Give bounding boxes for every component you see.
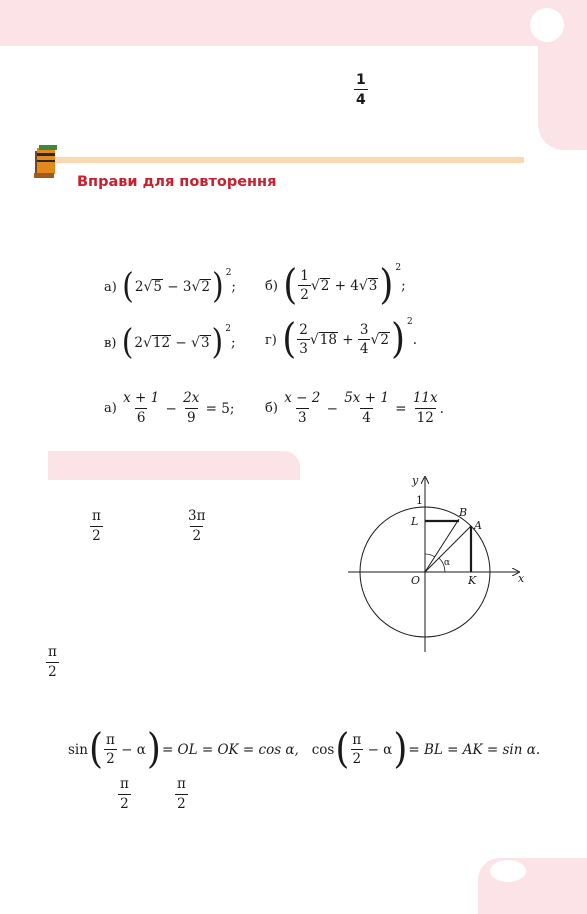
footer-circle [490, 860, 526, 882]
exercise1-v: в) ( 2 √ 12 − √ 3 ) 2 ; [104, 322, 236, 363]
section-title: Вправи для повторення [77, 174, 277, 190]
exercise1-a: а) ( 2 √ 5 − 3 √ 2 ) 2 ; [104, 266, 236, 307]
section-bar [42, 157, 524, 163]
subsection-tab [48, 451, 300, 480]
exercise1-b: б) ( $\frac{1}{2}$ √ 2 + 4 √ 3 ) 2 ; [265, 261, 406, 309]
label-O: O [411, 574, 421, 587]
label-one: 1 [416, 494, 423, 507]
header-circle [530, 8, 564, 42]
label-y: y [412, 474, 419, 487]
fraction-pi-over-2: $\frac{\pi}{2}$ [92, 508, 101, 544]
exercise1-g: г) ( $\frac{2}{3}$ √ 18 + $\frac{3}{4}$ √ 2 ) 2 . [265, 315, 418, 363]
unit-circle-diagram [340, 470, 530, 660]
reduction-formula: sin ( $\frac{\pi}{2}$ − α ) = OL = OK = cos α, cos ( $\frac{\pi}{2}$ − α ) = BL = AK = sin α. [68, 725, 541, 773]
angle-arc-b [425, 554, 435, 557]
fraction-one-quarter: $\frac{1}{4}$ [356, 72, 366, 108]
radius-b [425, 519, 459, 572]
label-B: B [459, 506, 468, 519]
label-alpha: α [444, 558, 451, 568]
label-L: L [411, 515, 419, 528]
fraction-pi-over-2-bottom-1: $\frac{\pi}{2}$ [120, 776, 129, 812]
header-corner [538, 40, 587, 150]
fraction-3pi-over-2: $\frac{3\pi}{2}$ [188, 508, 206, 544]
exercise2-a: а) $\frac{x + 1}{6}$ − $\frac{2x}{9}$ = 5; [104, 390, 235, 426]
exercise2-b: б) $\frac{x - 2}{3}$ − $\frac{5x + 1}{4}$ = $\frac{11x}{12}$ . [265, 390, 444, 426]
books-icon [33, 145, 59, 179]
fraction-pi-over-2-left: $\frac{\pi}{2}$ [48, 644, 57, 680]
header-band [0, 0, 587, 46]
label-A: A [474, 519, 482, 532]
label-x: x [518, 572, 525, 585]
label-K: K [468, 574, 477, 587]
fraction-pi-over-2-bottom-2: $\frac{\pi}{2}$ [177, 776, 186, 812]
